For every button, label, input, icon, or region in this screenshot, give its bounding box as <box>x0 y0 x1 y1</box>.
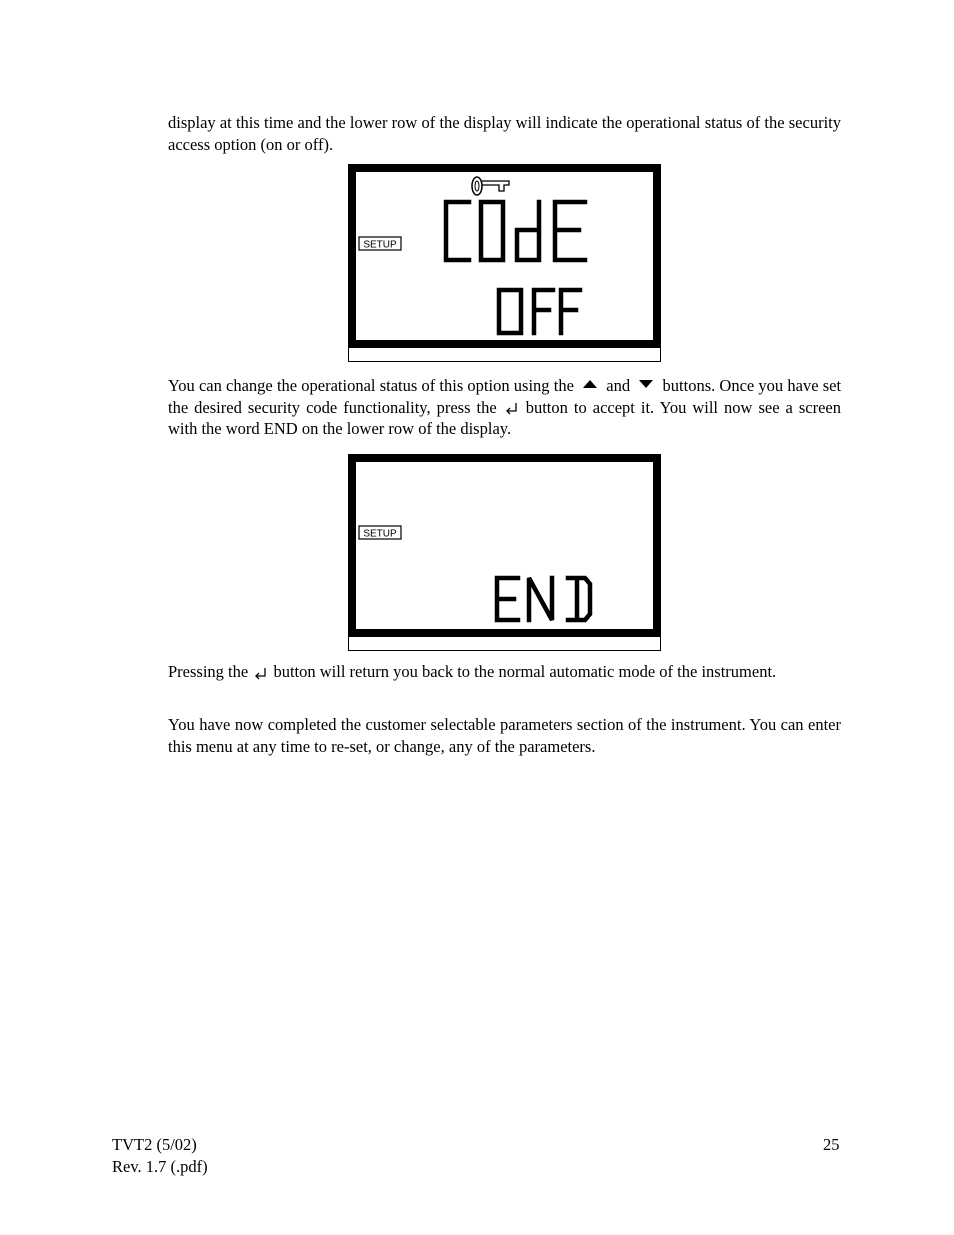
paragraph-text: You have now completed the customer selectable parameters section of the instrument. You can enter this menu at any time to re-set, or change, any of the parameters. <box>168 715 841 756</box>
setup-label: SETUP <box>363 528 397 540</box>
paragraph-text: button to accept it. You will now see a screen with the word END on the lower row of the display. <box>168 397 841 438</box>
setup-label: SETUP <box>363 239 397 251</box>
paragraph-text: You can change the operational status of this option using the <box>168 376 574 395</box>
paragraph-completed <box>168 714 841 757</box>
lcd-display-end <box>348 454 661 651</box>
up-arrow-icon <box>582 379 598 389</box>
footer-revision: Rev. 1.7 (.pdf) <box>112 1157 208 1176</box>
paragraph-return <box>168 661 841 683</box>
footer-doc-info <box>112 1134 208 1178</box>
paragraph-change-status <box>168 375 841 440</box>
paragraph-text: buttons. Once you have set the desired security code functionality, press the <box>168 376 842 417</box>
paragraph-text: button will return you back to the normal automatic mode of the instrument. <box>273 662 777 681</box>
page-number: 25 <box>823 1135 840 1154</box>
down-arrow-icon <box>638 379 654 389</box>
lcd-display-code-off <box>348 164 661 362</box>
enter-icon <box>254 667 267 680</box>
paragraph-text: and <box>606 376 631 395</box>
footer-doc-id: TVT2 (5/02) <box>112 1135 197 1154</box>
paragraph-text: display at this time and the lower row of the display will indicate the operational status of the security access option (on or off). <box>168 113 841 154</box>
enter-icon <box>505 402 518 415</box>
setup-indicator <box>359 526 401 540</box>
paragraph-status-intro <box>168 112 841 155</box>
setup-indicator <box>359 237 401 251</box>
paragraph-text: Pressing the <box>168 662 249 681</box>
